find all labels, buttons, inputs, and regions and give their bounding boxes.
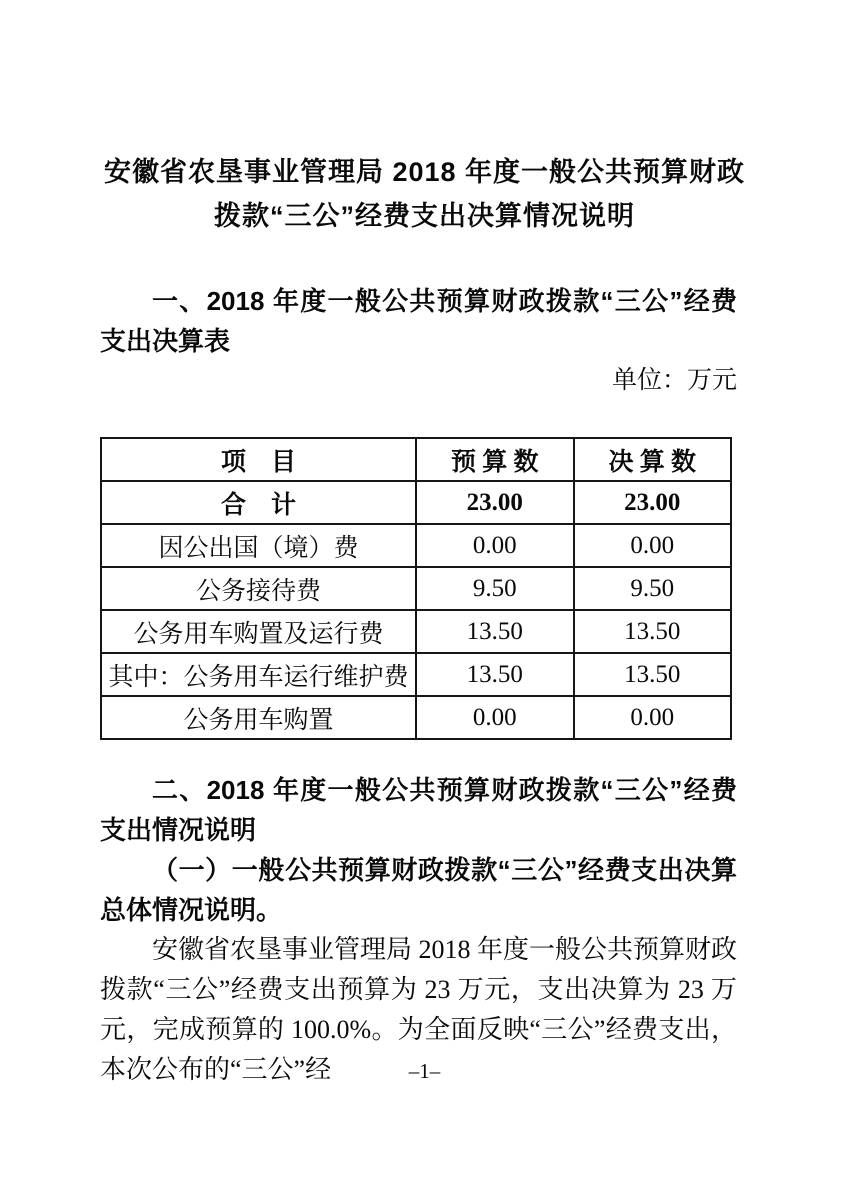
page-number: –1–	[408, 1059, 441, 1083]
item-cell: 公务用车购置	[101, 696, 416, 739]
table-header-item: 项 目	[101, 438, 416, 481]
body-paragraph: 安徽省农垦事业管理局 2018 年度一般公共预算财政拨款“三公”经费支出预算为 23 万元，支出决算为 23 万元，完成预算的 100.0%。为全面反映“三公”经费支出，本次公布的“三公”经	[100, 935, 738, 1084]
table-row-total	[101, 481, 731, 524]
section1-heading: 一、2018 年度一般公共预算财政拨款“三公”经费支出决算表	[100, 286, 737, 356]
title-line-1: 安徽省农垦事业管理局 2018 年度一般公共预算财政	[103, 157, 746, 187]
budget-cell: 13.50	[416, 610, 574, 653]
table-row-vehicle-total	[101, 610, 731, 653]
item-cell: 合 计	[101, 481, 416, 524]
unit-label: 单位：万元	[611, 367, 737, 394]
table-header-final: 决 算 数	[574, 438, 732, 481]
table-row-reception	[101, 567, 731, 610]
item-cell: 公务接待费	[101, 567, 416, 610]
item-cell: 因公出国（境）费	[101, 524, 416, 567]
table-row-abroad	[101, 524, 731, 567]
budget-cell: 0.00	[416, 524, 574, 567]
budget-cell: 13.50	[416, 653, 574, 696]
section-1	[100, 281, 737, 401]
table-header-budget: 预 算 数	[416, 438, 574, 481]
budget-cell: 9.50	[416, 567, 574, 610]
page-footer	[0, 1058, 849, 1084]
budget-cell: 0.00	[416, 696, 574, 739]
section2-heading: 二、2018 年度一般公共预算财政拨款“三公”经费支出情况说明	[100, 775, 737, 845]
document-title	[0, 150, 849, 238]
final-cell: 13.50	[574, 610, 732, 653]
item-cell: 公务用车购置及运行费	[101, 610, 416, 653]
final-cell: 0.00	[574, 696, 732, 739]
section-2	[100, 770, 737, 1090]
expenditure-table	[100, 437, 732, 740]
final-cell: 9.50	[574, 567, 732, 610]
budget-cell: 23.00	[416, 481, 574, 524]
table-row-vehicle-maintenance	[101, 653, 731, 696]
final-cell: 23.00	[574, 481, 732, 524]
table-header-row	[101, 438, 731, 481]
final-cell: 13.50	[574, 653, 732, 696]
title-line-2: 拨款“三公”经费支出决算情况说明	[214, 201, 635, 231]
section2-subheading: （一）一般公共预算财政拨款“三公”经费支出决算总体情况说明。	[100, 855, 737, 925]
final-cell: 0.00	[574, 524, 732, 567]
table-row-vehicle-purchase	[101, 696, 731, 739]
item-cell: 其中：公务用车运行维护费	[101, 653, 416, 696]
